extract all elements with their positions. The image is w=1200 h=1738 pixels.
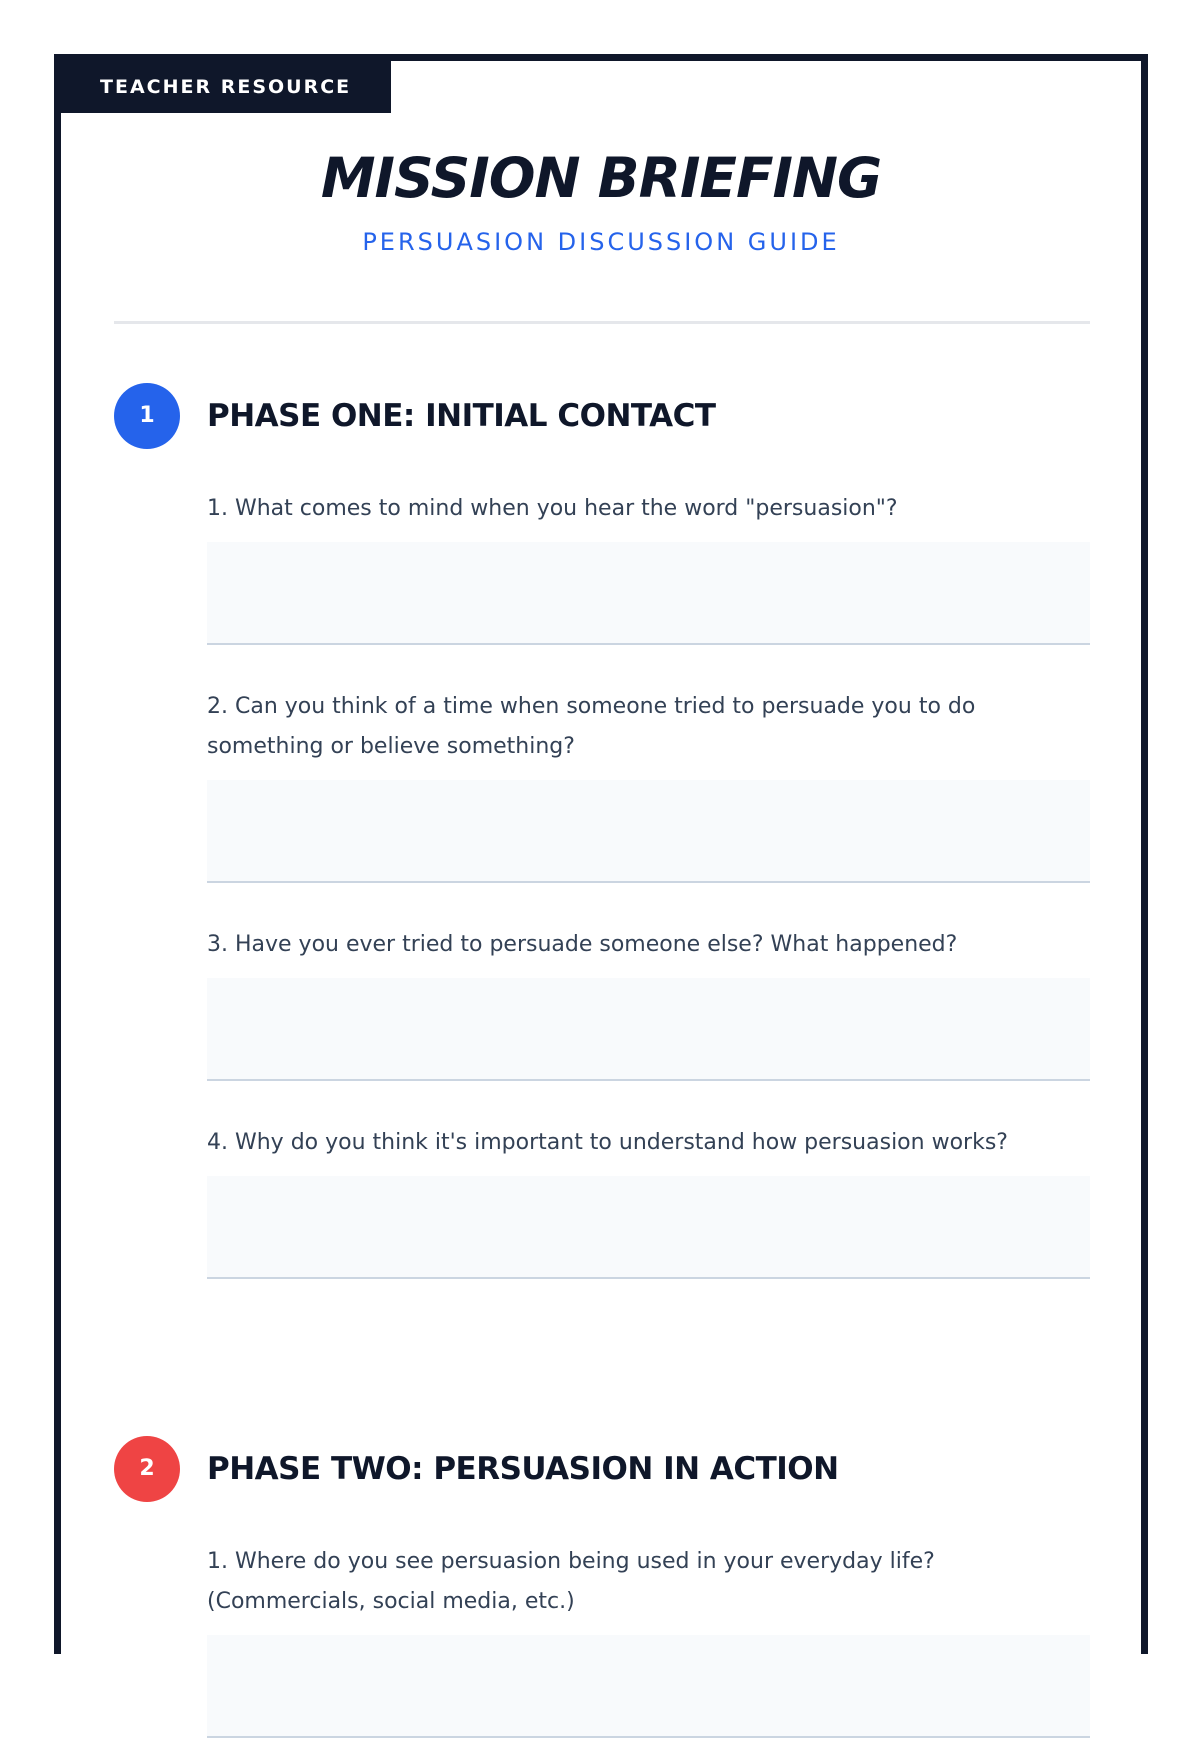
answer-box[interactable] <box>207 780 1090 883</box>
question-item <box>207 687 1090 883</box>
page-subtitle: PERSUASION DISCUSSION GUIDE <box>362 228 840 256</box>
question-text: 1. Where do you see persuasion being used in your everyday life? (Commercials, social media, etc.) <box>207 1549 935 1614</box>
question-item <box>207 925 1090 1081</box>
teacher-resource-tab: TEACHER RESOURCE <box>61 61 391 113</box>
question-item <box>207 1123 1090 1279</box>
question-text: 3. Have you ever tried to persuade someone else? What happened? <box>207 932 958 957</box>
phase-two-header <box>114 1436 1090 1502</box>
question-text: 2. Can you think of a time when someone tried to persuade you to do something or believe something? <box>207 694 976 759</box>
phase-one-question-list <box>207 489 1090 1279</box>
phase-one-number-badge: 1 <box>114 383 180 449</box>
phase-one-section <box>114 383 1090 1279</box>
answer-box[interactable] <box>207 978 1090 1081</box>
question-item <box>207 489 1090 645</box>
phase-one-header <box>114 383 1090 449</box>
phase-two-question-list <box>207 1542 1090 1738</box>
answer-box[interactable] <box>207 1176 1090 1279</box>
phase-two-title: PHASE TWO: PERSUASION IN ACTION <box>207 1451 839 1487</box>
worksheet-frame <box>54 54 1148 1654</box>
phase-two-section <box>114 1436 1090 1738</box>
phase-one-title: PHASE ONE: INITIAL CONTACT <box>207 398 716 434</box>
question-item <box>207 1542 1090 1738</box>
answer-box[interactable] <box>207 542 1090 645</box>
page-title: MISSION BRIEFING <box>320 146 882 210</box>
question-text: 4. Why do you think it's important to understand how persuasion works? <box>207 1130 1008 1155</box>
phase-two-number-badge: 2 <box>114 1436 180 1502</box>
header-divider <box>114 321 1090 324</box>
question-text: 1. What comes to mind when you hear the word "persuasion"? <box>207 496 898 521</box>
answer-box[interactable] <box>207 1635 1090 1738</box>
